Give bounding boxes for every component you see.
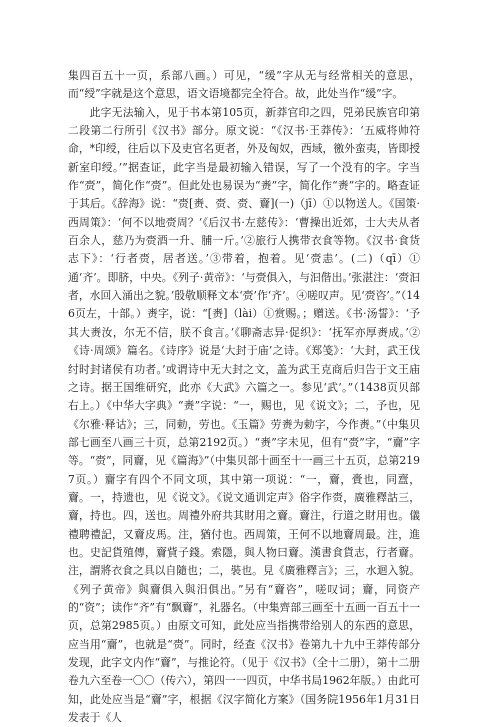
paragraph-2: 此字无法输入，见于书本第105页，新莽官印之四，兕弟民族官印第二段第二行所引《汉书》部分。原文说：“《汉书·王莽传》：‘五威将帅符命，*印绶，往后以下及吏官名更者，外及匈奴，西域，徼外蛮夷，皆即授新室印绶。’”据查证，此字当是最初输入错误，写了一个没有的字。字当作“赍”，简化作“赍”。但此处也易误为“赉”字，简化作“赉”字的。略查证于其后。《辞海》说：“赍[赉、赍、赍、齎](一)（jī）①以物送人。《国策·西周策》：‘何不以地赍周？’《后汉书·左慈传》：‘曹操出近郊，士大夫从者百余人，慈乃为赍酒一升、脯一斤。’②旅行人携带衣食等物。《汉书·食货志下》：‘行者赍，居者送。’③带着，抱着。见‘赍恚’。(二)（qī）①通‘齐’。即脐，中央。《列子·黄帝》：‘与赍俱入，与汩偕出。’张湛注：‘赍汩者，水回入涌出之貌。’殷敬顺释文本‘赍’作‘齐’。④嗟叹声。见‘赍咨’。”（146页左，十部。）赉字，说：“[赉]（lài）①赏赐。；赠送。《书·汤誓》：‘予其大赉汝，尔无不信，朕不食言。’《聊斋志异·促织》：‘抚军亦厚赉成。’②《诗·周颂》篇名。《诗序》说是‘大封于庙’之诗。《郑笺》：‘大封，武王伐纣时封诸侯有功者。’或谓诗中无大封之文，盖为武王克商后归告于文王庙之诗。据王国维研究，此亦《大武》六篇之一。参见‘武’。”（1438页贝部右上。）《中华大字典》“赉”字说：“一，赐也，见《说文》；二，予也，见《尔雅·释诂》；三，同勅，劳也。《玉篇》劳赉为勅字，今作赉。”（中集贝部七画至八画三十页，总第2192页。）“赉”字未见，但有“赍”字，“齎”字等。“赍”，同齎，见《篇海》”（中集贝部十画至十一画三十五页，总第2197页。）齎字有四个不同文项，其中第一项说：“一，齎，賫也，同齍，齎。一，持遗也，见《说文》。《说文通训定声》俗字作赍，廣雅釋詁三，齎，持也。四，送也。周禮外府共其財用之齎。齎注，行道之財用也。儀禮聘禮記，又齎皮馬。注，猶付也。西周策，王何不以地齎周最。注，進也。史記貨殖傳，齎貲子錢。索隱，與人物曰齎。漢書食貨志，行者齎。注，謂將衣食之具以自隨也；二，裝也。見《廣雅釋言》；三，水迴入貌。《列子黄帝》與齎俱入與汨俱出。”另有“齎咨”，嗟叹词；齎，同资产的“资”；读作“齐”有“飘齎”，礼器名。（中集齊部三画至十五画一百五十一页，总第2985页。）由原文可知，此处应当指携带给别人的东西的意思，应当用“齎”，也就是“赍”。同时，经查《汉书》卷第九十九中王莽传部分发现，此字文内作“齎”，与推论符。（见于《汉书》（全十二册），第十二册卷九六至卷一〇〇（传六），第四一一四页，中华书局1962年版。）由此可知，此处应当是“齎”字，根据《汉字简化方案》（国务院1956年1月31日发表于《人 [68,105,420,725]
paragraph-1: 集四百五十一页，系部八画。）可见，“缓”字从无与经常相关的意思，而“绶”字就是这个意思，语文语境都完全符合。故，此处当作“缓”字。 [68,69,420,101]
document-body [68,67,420,727]
